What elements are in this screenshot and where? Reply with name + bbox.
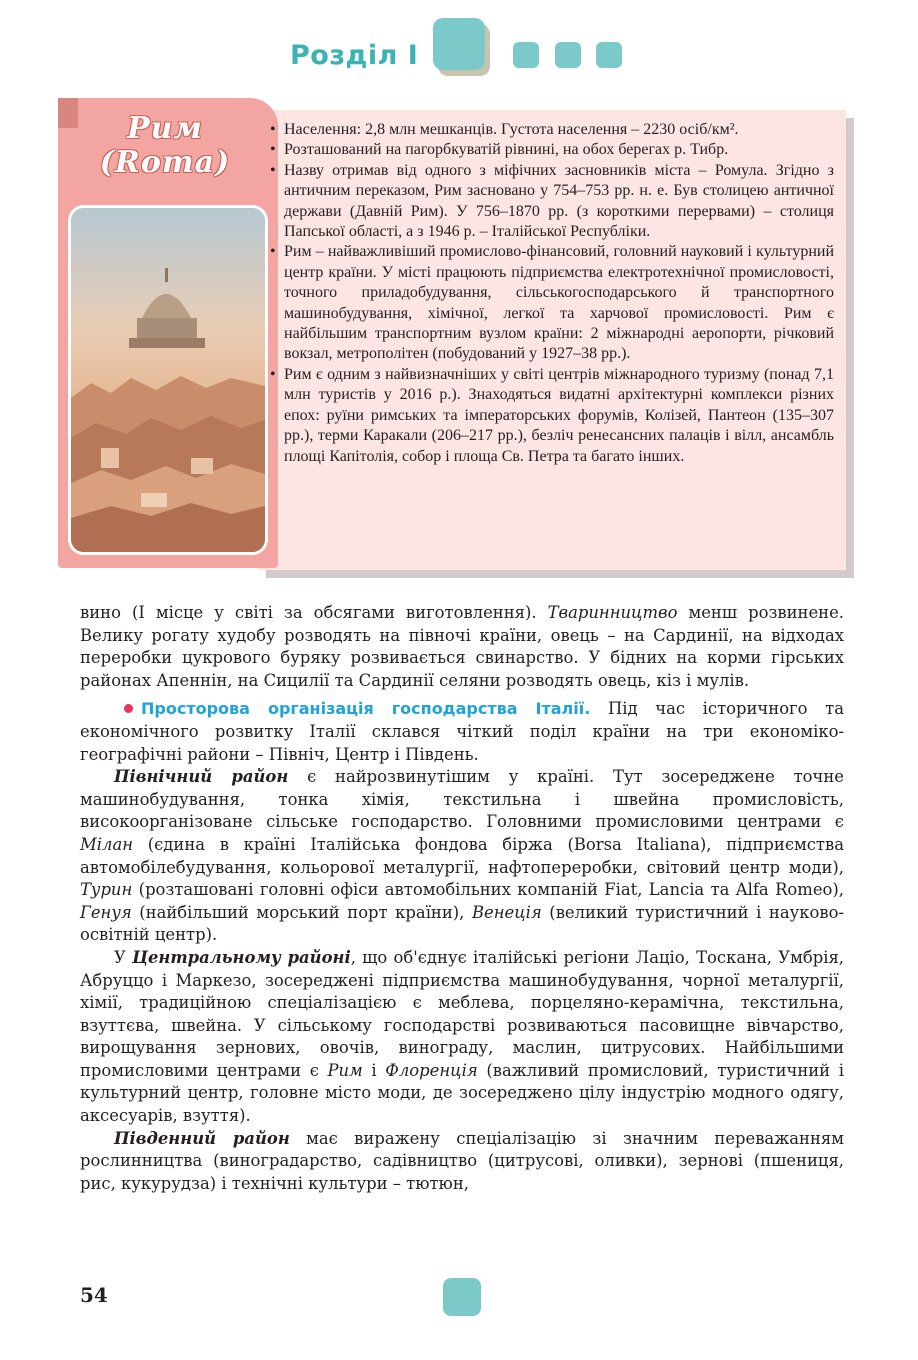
text-run: менш розвинене. Велику рогату худобу розводять на півночі країни, овець – на Сардинії, на відходах переробки цукрового буряку розвивається свинарство. У бідних на корми гірських районах Апеннін, на Сицилії та Сардинії селяни розводять овець, кіз і мулів. [80,603,844,690]
city-venice: Венеція [471,902,542,922]
city-facts-list [268,120,834,467]
fact-text: Розташований на пагорбкуватій рівнині, на обох берегах р. Тибр. [284,141,729,159]
bullet-icon: • [270,121,276,138]
text-run: У [114,947,133,967]
text-run: (великий туристичний і науково-освітній центр). [80,902,844,945]
term-north-region: Північний район [114,767,289,787]
list-item [268,161,834,243]
rome-cityscape-photo [68,205,268,555]
list-item [268,120,834,140]
decor-square [513,42,539,68]
city-name-ukrainian: Рим [127,111,203,146]
fact-text: Рим є одним з найвизначніших у світі центрів міжнародного туризму (понад 7,1 млн туристів у 2016 р.). Знаходяться видатні архітектурні комплекси різних епох: руїни римських та імператорських форумів, Колізей, Пантеон (135–307 рр.), терми Каракали (206–217 рр.), безліч ренесансних палаців і вілл, ансамбль площі Капітолія, собор і площа Св. Петра та багато інших. [284,365,834,465]
fact-text: Рим – найважливіший промислово-фінансовий, головний науковий і культурний центр країни. У місті працюють підприємства електротехнічної промисловості, точного приладобудування, сільськогосподарського й транспортного машинобудування, хімічної, легкої та харчової промисловості. Рим є найбільшим транспортним вузлом країни: 2 міжнародні аеропорти, річковий вокзал, метрополітен (побудований у 1927–38 рр.). [284,243,834,363]
term-livestock: Тваринництво [547,603,678,622]
section-title: Розділ I [290,40,419,71]
paragraph [80,602,844,692]
section-bullet-icon [124,704,133,713]
section-paragraph [80,698,844,766]
fact-text: Назву отримав від одного з міфічних засновників міста – Ромула. Згідно з античним переказом, Рим засновано у 754–753 рр. н. е. Був столицею античної держави (Давній Рим). У 756–1870 рр. (з короткими перервами) – столиця Папської області, а з 1946 р. – Італійської Республіки. [284,161,834,241]
text-run: (важливий промисловий, туристичний і культурний центр, головне місто моди, де зосереджено цілу індустрію модного одягу, аксесуарів, взуття). [80,1060,844,1126]
text-run: (найбільший морський порт країни), [131,902,472,922]
text-run: вино (I місце у світі за обсягами виготовлення). [80,603,548,622]
bullet-icon: • [270,141,276,159]
city-turin: Турин [80,880,133,900]
section-heading: Просторова організація господарства Італії. [141,699,591,719]
page-number: 54 [80,1283,108,1307]
text-run: Під час історичного та економічного розвитку Італії склався чіткий поділ країни на три економіко-географічні райони – Північ, Центр і Південь. [80,699,844,764]
list-item [268,140,834,160]
list-item [268,365,834,467]
fact-text: Населення: 2,8 млн мешканців. Густота населення – 2230 осіб/км². [284,121,739,138]
term-south-region: Південний район [114,1128,290,1148]
text-run: , що об'єднує італійські регіони Лаціо, Тоскана, Умбрія, Абруццо і Маркезо, зосереджені підприємства машинобудування, чорної металургії, хімії, традиційною спеціалізацією є меблева, порцеляно-керамічна, текстильна, взуттєва, швейна. У сільському господарстві розвиваються пасовищне вівчарство, вирощування зернових, овочів, винограду, маслин, цитрусових. Найбільшими промисловими центрами є [80,947,845,1080]
text-run: (розташовані головні офіси автомобільних компаній Fiat, Lancia та Alfa Romeo), [132,880,844,900]
decor-square-footer [443,1278,481,1316]
main-text [80,602,844,1195]
term-central-region: Центральному районі [132,947,351,967]
paragraph [80,947,844,1128]
text-run: має виражену спеціалізацію зі значним переважанням рослинництва (виноградарство, садівництво (цитрусові, оливки), зернові (пшениця, рис, кукурудза) і технічні культури – тютюн, [80,1128,844,1193]
city-name-latin: (Roma) [99,145,231,180]
text-run: (єдина в країні Італійська фондова біржа (Borsa Italiana), підприємства автомобілебудування, кольорової металургії, нафтопереробки, світовий центр моди), [80,834,844,877]
text-run: є найрозвинутішим у країні. Тут зосереджене точне машинобудування, тонка хімія, текстильна і швейна промисловість, високоорганізоване сільське господарство. Головними промисловими центрами є [80,767,844,832]
paragraph [80,766,844,947]
city-milan: Мілан [80,834,134,854]
text-run: і [362,1060,386,1080]
paragraph [80,1128,844,1196]
city-genoa: Генуя [80,902,132,922]
bullet-icon: • [270,243,276,261]
city-name [70,112,260,180]
bullet-icon: • [270,365,276,383]
city-florence: Флоренція [385,1060,478,1080]
decor-square [555,42,581,68]
decor-square [596,42,622,68]
city-rome: Рим [327,1060,363,1080]
list-item [268,242,834,364]
bullet-icon: • [270,161,276,179]
decor-square-large [433,18,485,70]
